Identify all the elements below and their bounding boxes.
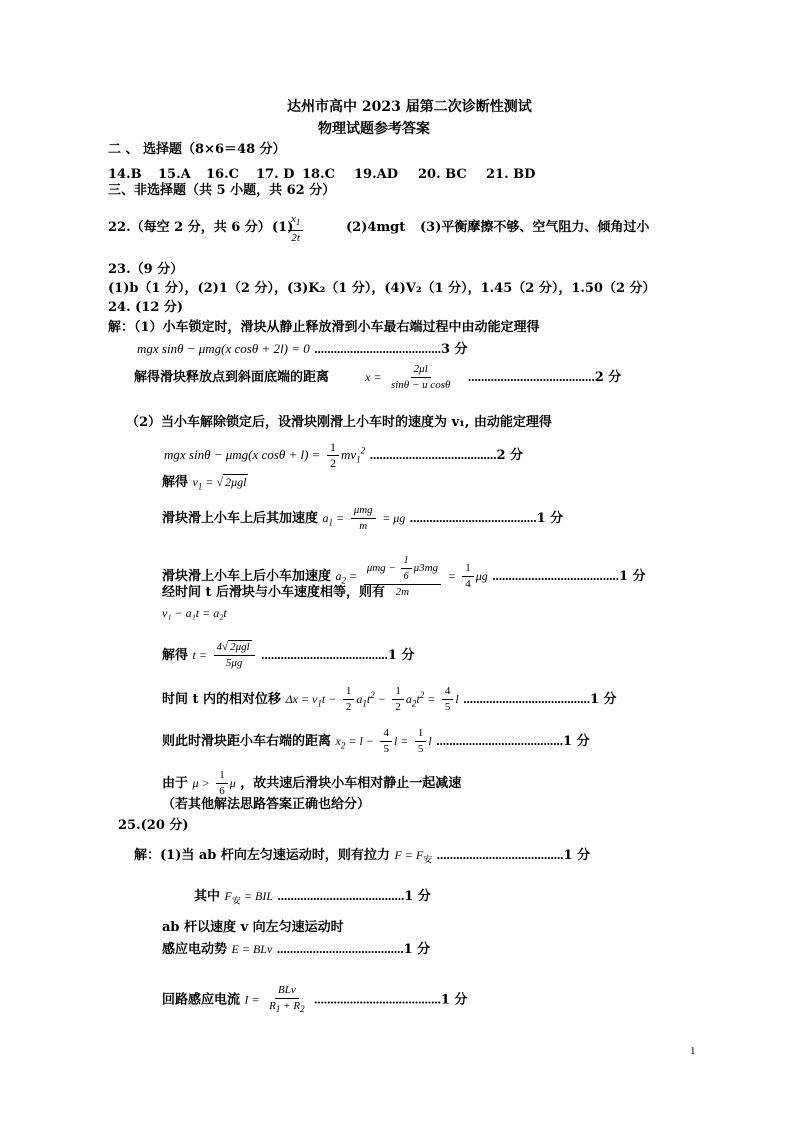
answer-18: 18.C [302, 167, 335, 182]
q24-label: 24. (12 分) [108, 300, 184, 315]
q25-p1: 解：(1)当 ab 杆向左匀速运动时，则有拉力 $F = F_安$ .......................................1 分 [134, 847, 591, 865]
answer-15: 15.A [158, 167, 191, 182]
q24-eq2: x = $\frac{2\mu l}{\text{sinθ − u cosθ}}$ .......................................2 分 [365, 363, 622, 391]
q25-p2: 其中 $F_安$ = BIL .......................................1 分 [194, 888, 431, 906]
q24-eq7: v₁ − a₁t = a₂t [162, 606, 227, 620]
answer-16: 16.C [206, 167, 239, 182]
q24-p10: 则此时滑块距小车右端的距离 $x_2 = l$ − $\frac{4}{5}$ l = $\frac{1}{5}$ l .......................................1 分 [162, 727, 590, 755]
section3-heading: 三、非选择题（共 5 小题，共 62 分） [108, 183, 336, 198]
q24-eq1: mgx sinθ − μmg(x cosθ + 2l) = 0 .......................................3 分 [137, 341, 468, 357]
q24-p3: （2）当小车解除锁定后，设滑块刚滑上小车时的速度为 v₁, 由动能定理得 [126, 415, 552, 430]
q25-label: 25.(20 分) [118, 818, 189, 833]
q22-fraction: $\frac{x_1}{2t}$ [286, 212, 305, 246]
q24-p6: 滑块滑上小车上后小车加速度 $a_2$ = μmg − $\frac{1}{6}$ μ3mg 2m = $\frac{1}{4}$ μg .......................................1 分 [162, 555, 646, 598]
q24-p12: （若其他解法思路答案正确也给分） [162, 797, 371, 812]
q24-p2: 解得滑块释放点到斜面底端的距离 [134, 370, 330, 385]
q24-p9: 时间 t 内的相对位移 $\Delta x = v_1t$ − $\frac{1}{2}$ $a_1t^2$ − $\frac{1}{2}$ $a_2t^2$ = $\frac{4}{5}$ l .......................................1 分 [162, 685, 617, 713]
q22-part2: (2)4mgt [346, 220, 406, 235]
q23-answer: (1)b（1 分），(2)1（2 分），(3)K₂（1 分），(4)V₂（1 分），1.45（2 分），1.50（2 分） [108, 281, 656, 296]
answer-19: 19.AD [354, 167, 398, 182]
q23-label: 23.（9 分） [108, 262, 184, 277]
q25-p5: 回路感应电流 I = $\frac{\text{BLv}}{R_1 + R_2}$ .......................................1 分 [162, 984, 468, 1015]
answer-14: 14.B [108, 167, 142, 182]
answer-20: 20. BC [418, 167, 467, 182]
page-number: 1 [690, 1045, 696, 1057]
q22-label: 22.（每空 2 分，共 6 分） [108, 220, 271, 235]
q22-part3: (3)平衡摩擦不够、空气阻力、倾角过小 [420, 220, 650, 235]
page-subtitle: 物理试题参考答案 [318, 121, 430, 137]
q24-p7: 经时间 t 后滑块与小车速度相等，则有 [162, 585, 386, 600]
q24-eq3: mgx sinθ − μmg(x cosθ + l) = $\frac{1}{2}$ $mv_1^2$ .......................................2 分 [164, 440, 524, 470]
q24-p8: 解得 t = $\frac{\text{4√ 2μgl}}{5\mu g}$ .......................................1 分 [162, 641, 415, 669]
answer-17: 17. D [256, 167, 295, 182]
answer-21: 21. BD [486, 167, 536, 182]
q25-p4: 感应电动势 E = BLv .......................................1 分 [162, 941, 431, 957]
q24-p4: 解得 $v_1$ = √ 2μgl [162, 475, 247, 492]
q24-p11: 由于 μ > $\frac{1}{6}$ μ ，故共速后滑块小车相对静止一起减速 [162, 769, 462, 797]
q24-p5: 滑块滑上小车上后其加速度 $a_1$ = $\frac{\text{μmg}}{m}$ = μg .......................................1 分 [162, 504, 564, 532]
section2-heading: 二 、 选择题（8×6＝48 分） [108, 142, 286, 157]
q22-part1: (1) [272, 220, 294, 235]
q24-p1: 解：（1）小车锁定时，滑块从静止释放滑到小车最右端过程中由动能定理得 [108, 320, 540, 335]
page-title: 达州市高中 2023 届第二次诊断性测试 [287, 99, 532, 115]
q25-p3: ab 杆以速度 v 向左匀速运动时 [162, 920, 344, 935]
